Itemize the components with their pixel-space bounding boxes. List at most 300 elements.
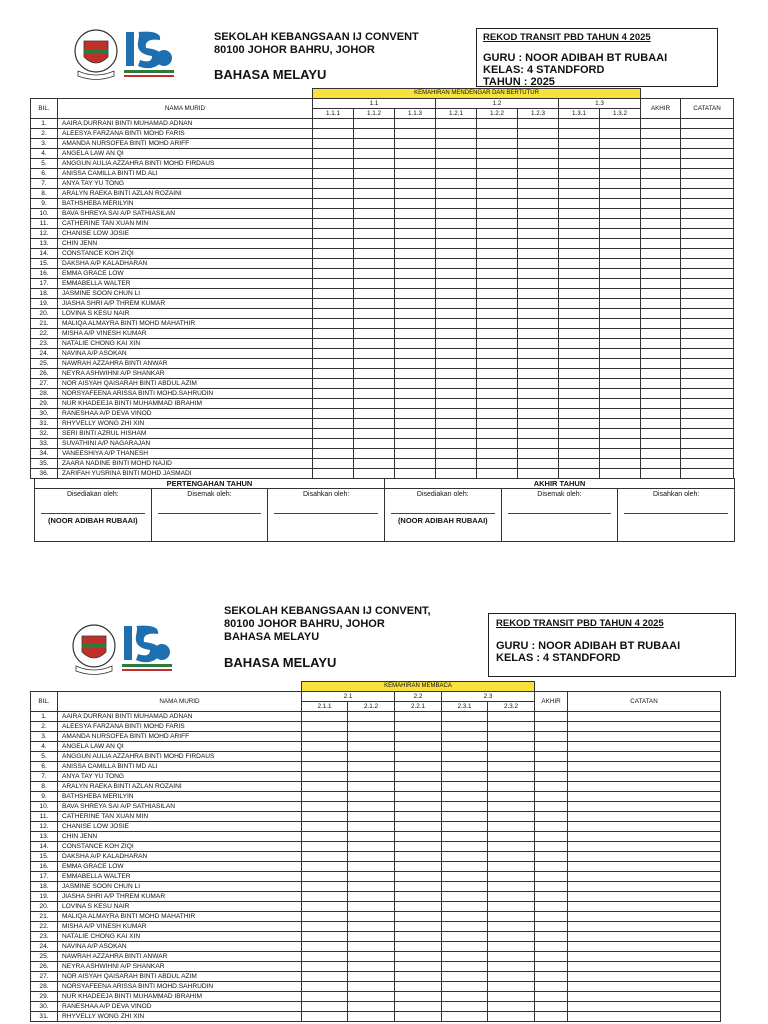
score-cell[interactable] bbox=[302, 962, 348, 972]
score-cell[interactable] bbox=[313, 249, 354, 259]
score-cell[interactable] bbox=[535, 892, 568, 902]
score-cell[interactable] bbox=[568, 852, 721, 862]
score-cell[interactable] bbox=[395, 902, 442, 912]
score-cell[interactable] bbox=[348, 742, 395, 752]
score-cell[interactable] bbox=[395, 992, 442, 1002]
score-cell[interactable] bbox=[442, 1012, 488, 1022]
score-cell[interactable] bbox=[442, 812, 488, 822]
score-cell[interactable] bbox=[681, 339, 734, 349]
score-cell[interactable] bbox=[488, 712, 535, 722]
score-cell[interactable] bbox=[395, 159, 436, 169]
score-cell[interactable] bbox=[395, 349, 436, 359]
score-cell[interactable] bbox=[313, 219, 354, 229]
score-cell[interactable] bbox=[442, 762, 488, 772]
score-cell[interactable] bbox=[442, 872, 488, 882]
score-cell[interactable] bbox=[354, 349, 395, 359]
score-cell[interactable] bbox=[442, 772, 488, 782]
score-cell[interactable] bbox=[535, 752, 568, 762]
score-cell[interactable] bbox=[313, 339, 354, 349]
score-cell[interactable] bbox=[395, 742, 442, 752]
score-cell[interactable] bbox=[600, 159, 641, 169]
score-cell[interactable] bbox=[488, 762, 535, 772]
score-cell[interactable] bbox=[535, 722, 568, 732]
score-cell[interactable] bbox=[395, 169, 436, 179]
score-cell[interactable] bbox=[395, 189, 436, 199]
score-cell[interactable] bbox=[559, 339, 600, 349]
score-cell[interactable] bbox=[477, 279, 518, 289]
score-cell[interactable] bbox=[488, 842, 535, 852]
score-cell[interactable] bbox=[348, 822, 395, 832]
score-cell[interactable] bbox=[488, 902, 535, 912]
score-cell[interactable] bbox=[302, 712, 348, 722]
score-cell[interactable] bbox=[568, 792, 721, 802]
score-cell[interactable] bbox=[395, 712, 442, 722]
score-cell[interactable] bbox=[600, 219, 641, 229]
score-cell[interactable] bbox=[600, 319, 641, 329]
score-cell[interactable] bbox=[641, 159, 681, 169]
approved-signature-end[interactable] bbox=[618, 489, 735, 542]
score-cell[interactable] bbox=[477, 189, 518, 199]
score-cell[interactable] bbox=[348, 782, 395, 792]
score-cell[interactable] bbox=[442, 802, 488, 812]
score-cell[interactable] bbox=[535, 832, 568, 842]
score-cell[interactable] bbox=[518, 399, 559, 409]
score-cell[interactable] bbox=[518, 439, 559, 449]
score-cell[interactable] bbox=[488, 962, 535, 972]
score-cell[interactable] bbox=[436, 349, 477, 359]
score-cell[interactable] bbox=[568, 762, 721, 772]
score-cell[interactable] bbox=[600, 339, 641, 349]
score-cell[interactable] bbox=[488, 942, 535, 952]
score-cell[interactable] bbox=[395, 862, 442, 872]
score-cell[interactable] bbox=[313, 379, 354, 389]
score-cell[interactable] bbox=[442, 832, 488, 842]
score-cell[interactable] bbox=[354, 379, 395, 389]
score-cell[interactable] bbox=[395, 449, 436, 459]
score-cell[interactable] bbox=[348, 712, 395, 722]
score-cell[interactable] bbox=[681, 439, 734, 449]
score-cell[interactable] bbox=[395, 842, 442, 852]
score-cell[interactable] bbox=[313, 229, 354, 239]
score-cell[interactable] bbox=[395, 982, 442, 992]
score-cell[interactable] bbox=[681, 469, 734, 479]
score-cell[interactable] bbox=[518, 149, 559, 159]
score-cell[interactable] bbox=[313, 419, 354, 429]
score-cell[interactable] bbox=[681, 229, 734, 239]
score-cell[interactable] bbox=[568, 782, 721, 792]
score-cell[interactable] bbox=[313, 119, 354, 129]
score-cell[interactable] bbox=[641, 379, 681, 389]
score-cell[interactable] bbox=[641, 309, 681, 319]
score-cell[interactable] bbox=[641, 249, 681, 259]
score-cell[interactable] bbox=[641, 339, 681, 349]
score-cell[interactable] bbox=[535, 852, 568, 862]
score-cell[interactable] bbox=[568, 742, 721, 752]
score-cell[interactable] bbox=[348, 842, 395, 852]
score-cell[interactable] bbox=[348, 882, 395, 892]
score-cell[interactable] bbox=[641, 129, 681, 139]
score-cell[interactable] bbox=[600, 279, 641, 289]
score-cell[interactable] bbox=[600, 139, 641, 149]
score-cell[interactable] bbox=[535, 712, 568, 722]
score-cell[interactable] bbox=[559, 249, 600, 259]
score-cell[interactable] bbox=[600, 469, 641, 479]
score-cell[interactable] bbox=[354, 369, 395, 379]
score-cell[interactable] bbox=[681, 319, 734, 329]
score-cell[interactable] bbox=[348, 962, 395, 972]
score-cell[interactable] bbox=[436, 419, 477, 429]
score-cell[interactable] bbox=[600, 449, 641, 459]
score-cell[interactable] bbox=[568, 802, 721, 812]
score-cell[interactable] bbox=[535, 772, 568, 782]
score-cell[interactable] bbox=[518, 209, 559, 219]
score-cell[interactable] bbox=[348, 792, 395, 802]
score-cell[interactable] bbox=[600, 129, 641, 139]
score-cell[interactable] bbox=[442, 952, 488, 962]
score-cell[interactable] bbox=[681, 139, 734, 149]
score-cell[interactable] bbox=[600, 399, 641, 409]
score-cell[interactable] bbox=[436, 169, 477, 179]
score-cell[interactable] bbox=[641, 149, 681, 159]
score-cell[interactable] bbox=[535, 802, 568, 812]
score-cell[interactable] bbox=[395, 852, 442, 862]
score-cell[interactable] bbox=[488, 892, 535, 902]
score-cell[interactable] bbox=[395, 892, 442, 902]
score-cell[interactable] bbox=[681, 459, 734, 469]
score-cell[interactable] bbox=[559, 279, 600, 289]
score-cell[interactable] bbox=[395, 812, 442, 822]
score-cell[interactable] bbox=[348, 952, 395, 962]
score-cell[interactable] bbox=[354, 399, 395, 409]
score-cell[interactable] bbox=[354, 359, 395, 369]
score-cell[interactable] bbox=[395, 832, 442, 842]
score-cell[interactable] bbox=[600, 299, 641, 309]
score-cell[interactable] bbox=[559, 269, 600, 279]
score-cell[interactable] bbox=[488, 882, 535, 892]
score-cell[interactable] bbox=[302, 842, 348, 852]
score-cell[interactable] bbox=[313, 179, 354, 189]
score-cell[interactable] bbox=[302, 932, 348, 942]
score-cell[interactable] bbox=[641, 409, 681, 419]
score-cell[interactable] bbox=[559, 459, 600, 469]
score-cell[interactable] bbox=[395, 752, 442, 762]
score-cell[interactable] bbox=[559, 259, 600, 269]
score-cell[interactable] bbox=[313, 239, 354, 249]
score-cell[interactable] bbox=[348, 892, 395, 902]
score-cell[interactable] bbox=[302, 742, 348, 752]
score-cell[interactable] bbox=[600, 369, 641, 379]
score-cell[interactable] bbox=[436, 149, 477, 159]
score-cell[interactable] bbox=[518, 199, 559, 209]
score-cell[interactable] bbox=[395, 1002, 442, 1012]
score-cell[interactable] bbox=[442, 732, 488, 742]
score-cell[interactable] bbox=[518, 449, 559, 459]
score-cell[interactable] bbox=[600, 119, 641, 129]
score-cell[interactable] bbox=[302, 802, 348, 812]
score-cell[interactable] bbox=[313, 449, 354, 459]
score-cell[interactable] bbox=[395, 269, 436, 279]
score-cell[interactable] bbox=[395, 309, 436, 319]
score-cell[interactable] bbox=[354, 439, 395, 449]
score-cell[interactable] bbox=[559, 469, 600, 479]
score-cell[interactable] bbox=[518, 319, 559, 329]
score-cell[interactable] bbox=[442, 932, 488, 942]
score-cell[interactable] bbox=[302, 892, 348, 902]
score-cell[interactable] bbox=[600, 149, 641, 159]
score-cell[interactable] bbox=[559, 299, 600, 309]
score-cell[interactable] bbox=[559, 449, 600, 459]
score-cell[interactable] bbox=[477, 229, 518, 239]
score-cell[interactable] bbox=[313, 149, 354, 159]
score-cell[interactable] bbox=[442, 712, 488, 722]
score-cell[interactable] bbox=[395, 209, 436, 219]
score-cell[interactable] bbox=[436, 409, 477, 419]
score-cell[interactable] bbox=[641, 399, 681, 409]
score-cell[interactable] bbox=[488, 922, 535, 932]
score-cell[interactable] bbox=[395, 359, 436, 369]
score-cell[interactable] bbox=[641, 329, 681, 339]
score-cell[interactable] bbox=[477, 359, 518, 369]
score-cell[interactable] bbox=[568, 752, 721, 762]
score-cell[interactable] bbox=[559, 349, 600, 359]
score-cell[interactable] bbox=[313, 169, 354, 179]
score-cell[interactable] bbox=[600, 169, 641, 179]
score-cell[interactable] bbox=[488, 952, 535, 962]
score-cell[interactable] bbox=[518, 179, 559, 189]
score-cell[interactable] bbox=[568, 822, 721, 832]
score-cell[interactable] bbox=[681, 349, 734, 359]
prepared-signature[interactable] bbox=[35, 489, 152, 542]
score-cell[interactable] bbox=[488, 1012, 535, 1022]
score-cell[interactable] bbox=[354, 159, 395, 169]
score-cell[interactable] bbox=[568, 982, 721, 992]
score-cell[interactable] bbox=[600, 259, 641, 269]
score-cell[interactable] bbox=[436, 189, 477, 199]
score-cell[interactable] bbox=[559, 169, 600, 179]
score-cell[interactable] bbox=[518, 239, 559, 249]
score-cell[interactable] bbox=[313, 259, 354, 269]
score-cell[interactable] bbox=[535, 792, 568, 802]
score-cell[interactable] bbox=[442, 902, 488, 912]
score-cell[interactable] bbox=[641, 469, 681, 479]
score-cell[interactable] bbox=[436, 329, 477, 339]
score-cell[interactable] bbox=[488, 722, 535, 732]
score-cell[interactable] bbox=[313, 269, 354, 279]
score-cell[interactable] bbox=[681, 209, 734, 219]
score-cell[interactable] bbox=[302, 792, 348, 802]
score-cell[interactable] bbox=[681, 239, 734, 249]
score-cell[interactable] bbox=[641, 389, 681, 399]
score-cell[interactable] bbox=[395, 409, 436, 419]
score-cell[interactable] bbox=[641, 259, 681, 269]
score-cell[interactable] bbox=[535, 782, 568, 792]
score-cell[interactable] bbox=[436, 289, 477, 299]
score-cell[interactable] bbox=[568, 962, 721, 972]
score-cell[interactable] bbox=[559, 199, 600, 209]
score-cell[interactable] bbox=[442, 752, 488, 762]
score-cell[interactable] bbox=[395, 419, 436, 429]
score-cell[interactable] bbox=[313, 459, 354, 469]
score-cell[interactable] bbox=[348, 752, 395, 762]
score-cell[interactable] bbox=[395, 459, 436, 469]
score-cell[interactable] bbox=[302, 752, 348, 762]
score-cell[interactable] bbox=[535, 912, 568, 922]
score-cell[interactable] bbox=[354, 469, 395, 479]
score-cell[interactable] bbox=[641, 219, 681, 229]
score-cell[interactable] bbox=[518, 369, 559, 379]
score-cell[interactable] bbox=[395, 469, 436, 479]
score-cell[interactable] bbox=[641, 349, 681, 359]
score-cell[interactable] bbox=[477, 129, 518, 139]
score-cell[interactable] bbox=[477, 179, 518, 189]
score-cell[interactable] bbox=[302, 882, 348, 892]
score-cell[interactable] bbox=[348, 832, 395, 842]
score-cell[interactable] bbox=[442, 992, 488, 1002]
score-cell[interactable] bbox=[559, 369, 600, 379]
score-cell[interactable] bbox=[600, 379, 641, 389]
score-cell[interactable] bbox=[442, 852, 488, 862]
score-cell[interactable] bbox=[641, 119, 681, 129]
score-cell[interactable] bbox=[477, 139, 518, 149]
score-cell[interactable] bbox=[641, 189, 681, 199]
score-cell[interactable] bbox=[518, 329, 559, 339]
score-cell[interactable] bbox=[313, 409, 354, 419]
score-cell[interactable] bbox=[518, 359, 559, 369]
score-cell[interactable] bbox=[535, 902, 568, 912]
score-cell[interactable] bbox=[302, 862, 348, 872]
score-cell[interactable] bbox=[488, 982, 535, 992]
score-cell[interactable] bbox=[559, 159, 600, 169]
score-cell[interactable] bbox=[518, 259, 559, 269]
score-cell[interactable] bbox=[535, 932, 568, 942]
score-cell[interactable] bbox=[518, 299, 559, 309]
score-cell[interactable] bbox=[535, 972, 568, 982]
score-cell[interactable] bbox=[477, 429, 518, 439]
score-cell[interactable] bbox=[641, 229, 681, 239]
score-cell[interactable] bbox=[488, 912, 535, 922]
score-cell[interactable] bbox=[302, 872, 348, 882]
score-cell[interactable] bbox=[395, 329, 436, 339]
score-cell[interactable] bbox=[559, 219, 600, 229]
score-cell[interactable] bbox=[681, 129, 734, 139]
score-cell[interactable] bbox=[568, 942, 721, 952]
score-cell[interactable] bbox=[436, 299, 477, 309]
score-cell[interactable] bbox=[436, 459, 477, 469]
score-cell[interactable] bbox=[436, 439, 477, 449]
score-cell[interactable] bbox=[600, 189, 641, 199]
score-cell[interactable] bbox=[313, 309, 354, 319]
score-cell[interactable] bbox=[559, 229, 600, 239]
score-cell[interactable] bbox=[559, 149, 600, 159]
score-cell[interactable] bbox=[313, 199, 354, 209]
score-cell[interactable] bbox=[348, 1002, 395, 1012]
score-cell[interactable] bbox=[681, 279, 734, 289]
score-cell[interactable] bbox=[302, 832, 348, 842]
score-cell[interactable] bbox=[313, 369, 354, 379]
score-cell[interactable] bbox=[568, 902, 721, 912]
score-cell[interactable] bbox=[313, 349, 354, 359]
score-cell[interactable] bbox=[488, 732, 535, 742]
score-cell[interactable] bbox=[313, 189, 354, 199]
score-cell[interactable] bbox=[641, 419, 681, 429]
score-cell[interactable] bbox=[395, 389, 436, 399]
score-cell[interactable] bbox=[395, 379, 436, 389]
score-cell[interactable] bbox=[348, 862, 395, 872]
score-cell[interactable] bbox=[354, 149, 395, 159]
score-cell[interactable] bbox=[348, 922, 395, 932]
score-cell[interactable] bbox=[354, 429, 395, 439]
score-cell[interactable] bbox=[518, 379, 559, 389]
checked-signature[interactable] bbox=[151, 489, 268, 542]
score-cell[interactable] bbox=[302, 762, 348, 772]
score-cell[interactable] bbox=[302, 912, 348, 922]
score-cell[interactable] bbox=[600, 389, 641, 399]
score-cell[interactable] bbox=[568, 972, 721, 982]
score-cell[interactable] bbox=[477, 419, 518, 429]
score-cell[interactable] bbox=[313, 209, 354, 219]
score-cell[interactable] bbox=[488, 792, 535, 802]
score-cell[interactable] bbox=[395, 199, 436, 209]
score-cell[interactable] bbox=[302, 1002, 348, 1012]
score-cell[interactable] bbox=[488, 1002, 535, 1012]
score-cell[interactable] bbox=[348, 932, 395, 942]
score-cell[interactable] bbox=[518, 249, 559, 259]
score-cell[interactable] bbox=[477, 269, 518, 279]
score-cell[interactable] bbox=[354, 299, 395, 309]
score-cell[interactable] bbox=[535, 1002, 568, 1012]
score-cell[interactable] bbox=[488, 772, 535, 782]
score-cell[interactable] bbox=[395, 882, 442, 892]
score-cell[interactable] bbox=[600, 249, 641, 259]
score-cell[interactable] bbox=[681, 159, 734, 169]
score-cell[interactable] bbox=[681, 289, 734, 299]
score-cell[interactable] bbox=[681, 119, 734, 129]
score-cell[interactable] bbox=[535, 982, 568, 992]
score-cell[interactable] bbox=[681, 309, 734, 319]
score-cell[interactable] bbox=[436, 239, 477, 249]
score-cell[interactable] bbox=[302, 902, 348, 912]
score-cell[interactable] bbox=[354, 199, 395, 209]
score-cell[interactable] bbox=[559, 399, 600, 409]
score-cell[interactable] bbox=[395, 782, 442, 792]
score-cell[interactable] bbox=[681, 329, 734, 339]
score-cell[interactable] bbox=[442, 942, 488, 952]
score-cell[interactable] bbox=[354, 309, 395, 319]
score-cell[interactable] bbox=[518, 289, 559, 299]
score-cell[interactable] bbox=[348, 872, 395, 882]
score-cell[interactable] bbox=[442, 782, 488, 792]
score-cell[interactable] bbox=[395, 239, 436, 249]
score-cell[interactable] bbox=[436, 139, 477, 149]
score-cell[interactable] bbox=[313, 359, 354, 369]
score-cell[interactable] bbox=[442, 912, 488, 922]
score-cell[interactable] bbox=[568, 862, 721, 872]
score-cell[interactable] bbox=[354, 239, 395, 249]
score-cell[interactable] bbox=[559, 419, 600, 429]
score-cell[interactable] bbox=[348, 812, 395, 822]
score-cell[interactable] bbox=[436, 279, 477, 289]
score-cell[interactable] bbox=[681, 429, 734, 439]
score-cell[interactable] bbox=[395, 802, 442, 812]
score-cell[interactable] bbox=[600, 269, 641, 279]
score-cell[interactable] bbox=[535, 742, 568, 752]
score-cell[interactable] bbox=[477, 349, 518, 359]
score-cell[interactable] bbox=[354, 289, 395, 299]
score-cell[interactable] bbox=[477, 259, 518, 269]
score-cell[interactable] bbox=[442, 882, 488, 892]
score-cell[interactable] bbox=[313, 289, 354, 299]
score-cell[interactable] bbox=[395, 179, 436, 189]
